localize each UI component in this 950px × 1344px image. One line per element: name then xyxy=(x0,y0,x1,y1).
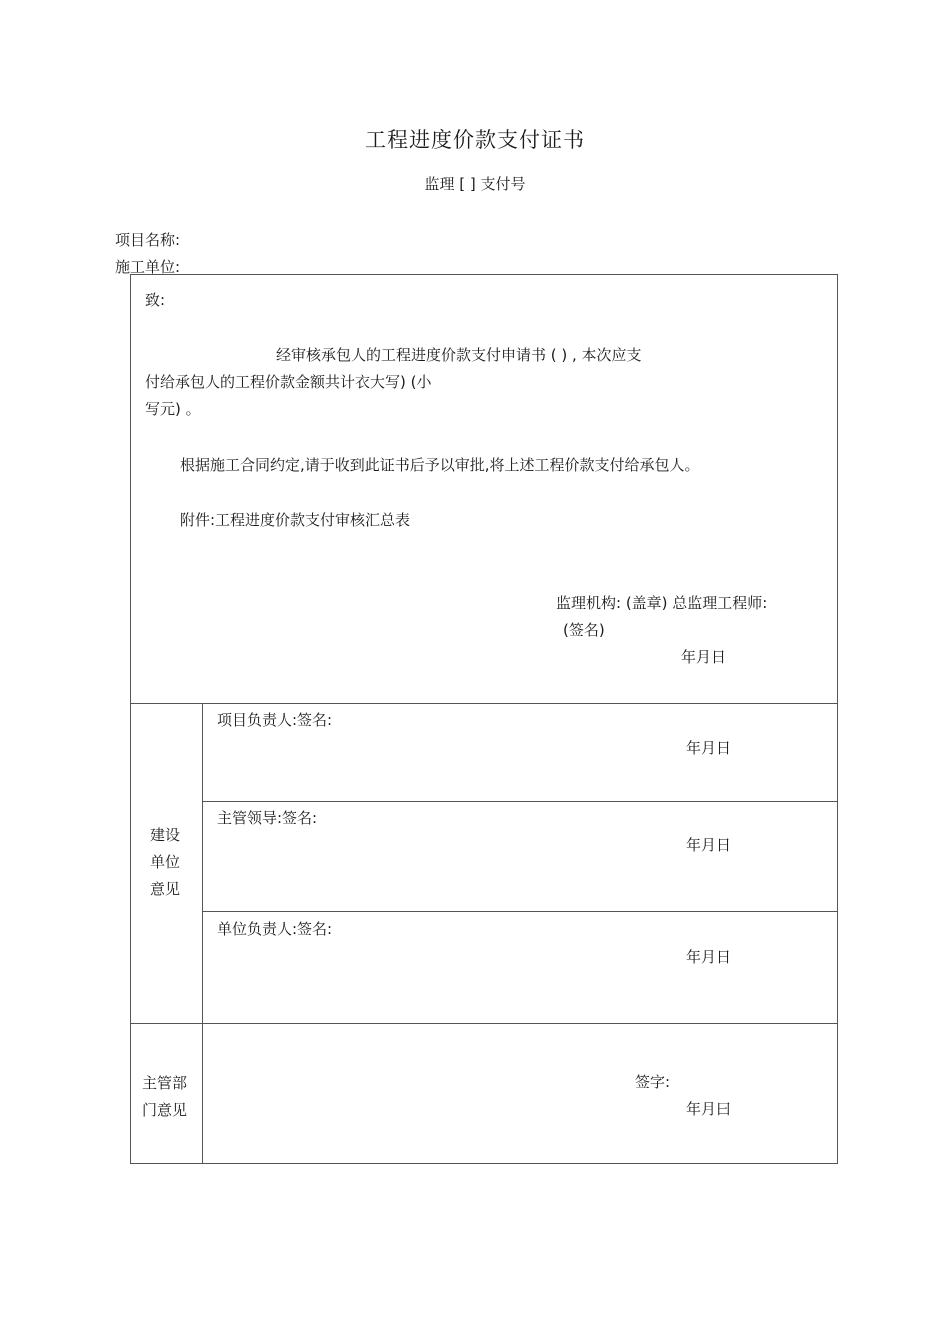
dept-side-label-2: 门意见 xyxy=(142,1101,188,1119)
attachment-text: 附件:工程进度价款支付审核汇总表 xyxy=(180,511,411,529)
supervisor-date: 年月日 xyxy=(681,648,727,666)
to-label: 致: xyxy=(145,291,166,309)
owner-side-label-1: 建设 xyxy=(150,826,181,844)
supervisor-leader-date: 年月日 xyxy=(686,836,732,854)
review-text-line-1: 经审核承包人的工程进度价款支付申请书 ( ) , 本次应支 xyxy=(276,346,642,364)
page-title: 工程进度价款支付证书 xyxy=(365,128,585,152)
review-text-line-3: 写元) 。 xyxy=(145,400,201,418)
dept-sign-label: 签字: xyxy=(635,1073,671,1091)
project-name-label: 项目名称: xyxy=(115,231,181,249)
unit-leader-sign-label: 单位负责人:签名: xyxy=(217,920,333,938)
project-leader-sign-label: 项目负责人:签名: xyxy=(217,711,333,729)
dept-date: 年月曰 xyxy=(686,1100,732,1118)
payment-number-line: 监理 [ ] 支付号 xyxy=(424,175,526,193)
divider-main xyxy=(130,703,838,704)
divider-row-2 xyxy=(202,911,838,912)
project-leader-date: 年月日 xyxy=(686,739,732,757)
dept-side-label-1: 主管部 xyxy=(142,1074,188,1092)
contractor-label: 施工单位: xyxy=(115,258,181,276)
supervisor-signature-line: 监理机构: (盖章) 总监理工程师: xyxy=(556,594,768,612)
divider-column xyxy=(202,703,203,1164)
supervisor-sign-label: (签名) xyxy=(563,621,605,639)
unit-leader-date: 年月日 xyxy=(686,948,732,966)
owner-side-label-3: 意见 xyxy=(150,880,181,898)
divider-dept xyxy=(130,1023,838,1024)
supervisor-leader-sign-label: 主管领导:签名: xyxy=(217,809,318,827)
contract-clause-text: 根据施工合同约定,请于收到此证书后予以审批,将上述工程价款支付给承包人。 xyxy=(180,456,700,474)
owner-side-label-2: 单位 xyxy=(150,853,181,871)
divider-row-1 xyxy=(202,801,838,802)
review-text-line-2: 付给承包人的工程价款金额共计衣大写) (小 xyxy=(145,373,432,391)
